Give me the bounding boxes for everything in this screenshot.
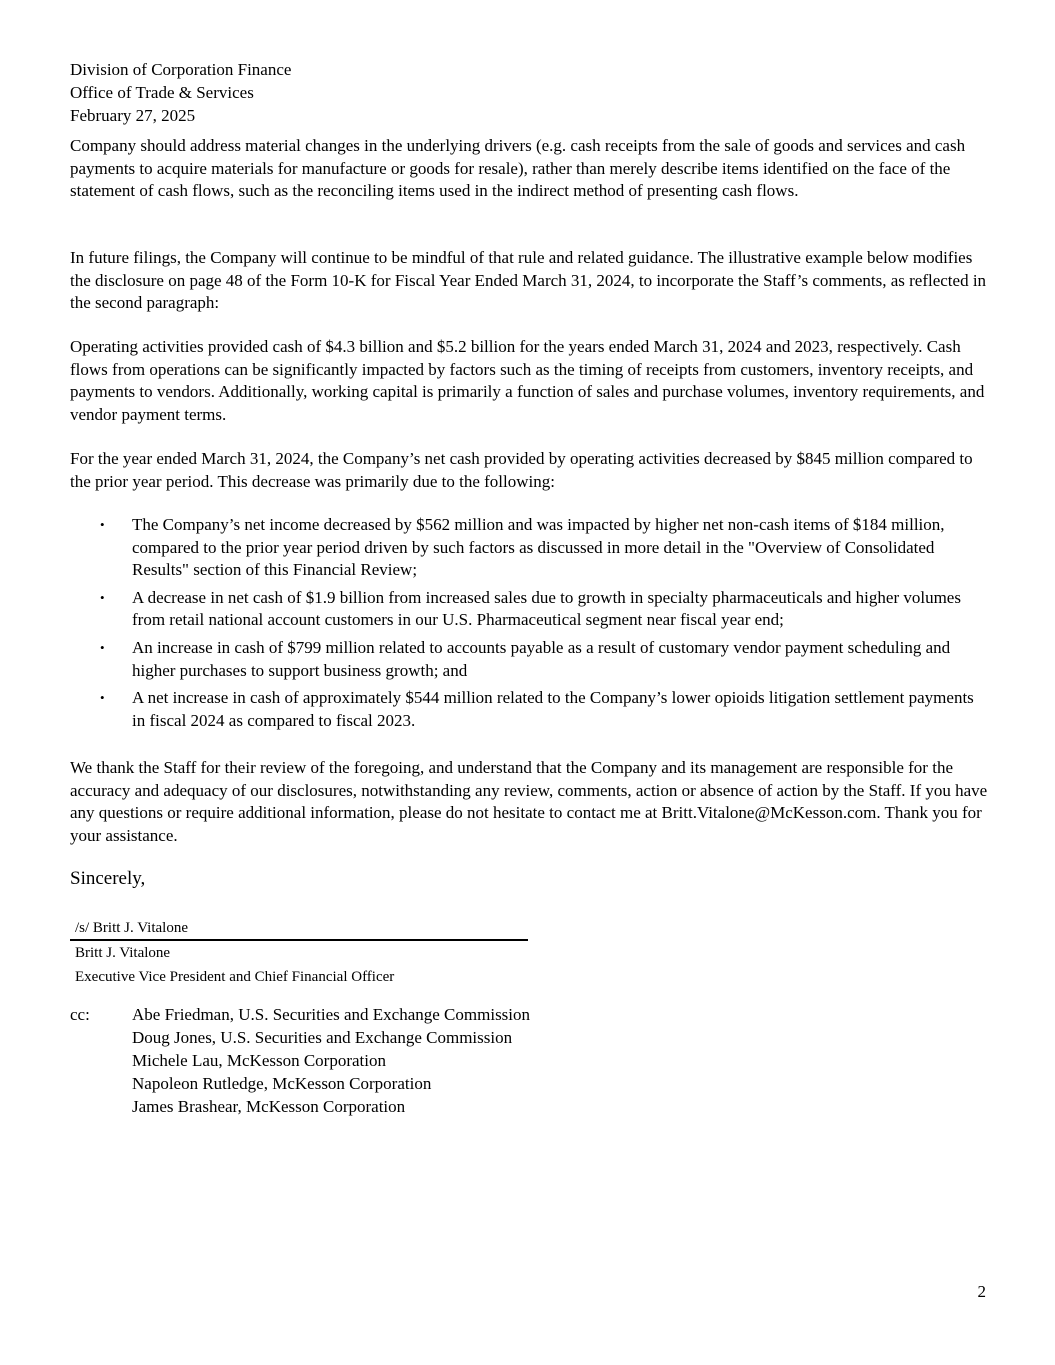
- cc-recipient: Michele Lau, McKesson Corporation: [132, 1051, 386, 1070]
- paragraph-future-filings: In future filings, the Company will continue to be mindful of that rule and related guidance. The illustrative example below modifies the disclosure on page 48 of the Form 10-K for Fiscal Year Ended March 31, 2024, to incorporate the Staff’s comments, as reflected in the second paragraph:: [70, 248, 987, 313]
- cc-label: cc:: [70, 1005, 90, 1024]
- bullet-icon: •: [100, 690, 105, 706]
- paragraph-year-ended: For the year ended March 31, 2024, the Company’s net cash provided by operating activities decreased by $845 million compared to the prior year period. This decrease was primarily due to the following:: [70, 449, 973, 491]
- list-item-text: A net increase in cash of approximately $544 million related to the Company’s lower opioids litigation settlement payments in fiscal 2024 as compared to fiscal 2023.: [132, 688, 974, 730]
- header-division: Division of Corporation Finance: [70, 60, 292, 79]
- decrease-factors-list: [70, 514, 990, 737]
- bullet-icon: •: [100, 639, 105, 655]
- list-item: [70, 514, 990, 582]
- cc-recipient: Abe Friedman, U.S. Securities and Exchange Commission: [132, 1005, 531, 1024]
- list-item: [70, 687, 990, 732]
- cc-recipient: Napoleon Rutledge, McKesson Corporation: [132, 1074, 432, 1093]
- letter-header: [70, 58, 291, 127]
- closing-salutation: Sincerely,: [70, 868, 146, 889]
- signer-name: Britt J. Vitalone: [75, 945, 171, 961]
- bullet-icon: •: [100, 517, 105, 532]
- list-item: [70, 587, 990, 632]
- signature: /s/ Britt J. Vitalone: [70, 918, 528, 941]
- paragraph-drivers: Company should address material changes in the underlying drivers (e.g. cash receipts from the sale of goods and services and cash payments to acquire materials for manufacture or goods for resale), rather than merely describe items identified on the face of the statement of cash flows, such as the reconciling items used in the indirect method of presenting cash flows.: [70, 136, 966, 201]
- header-date: February 27, 2025: [70, 106, 196, 125]
- paragraph-operating-activities: Operating activities provided cash of $4.3 billion and $5.2 billion for the years ended March 31, 2024 and 2023, respectively. Cash flows from operations can be significantly impacted by factors such as the timing of receipts from customers, inventory receipts, and payments to vendors. Additionally, working capital is primarily a function of sales and purchase volumes, inventory requirements, and vendor payment terms.: [70, 337, 985, 424]
- signer-title: Executive Vice President and Chief Financial Officer: [75, 969, 395, 985]
- list-item: [70, 637, 990, 682]
- signature-block: [70, 918, 528, 989]
- cc-recipient: James Brashear, McKesson Corporation: [132, 1097, 406, 1116]
- list-item-text: A decrease in net cash of $1.9 billion from increased sales due to growth in specialty pharmaceuticals and higher volumes from retail national account customers in our U.S. Pharmaceutical segment near fiscal year end;: [132, 587, 961, 630]
- paragraph-thanks: We thank the Staff for their review of the foregoing, and understand that the Company and its management are responsible for the accuracy and adequacy of our disclosures, notwithstanding any review, comments, action or absence of action by the Staff. If you have any questions or require additional information, please do not hesitate to contact me at Britt.Vitalone@McKesson.com. Thank you for your assistance.: [70, 758, 988, 845]
- cc-recipient-list: [132, 1003, 530, 1118]
- list-item-text: An increase in cash of $799 million related to accounts payable as a result of customary vendor payment scheduling and higher purchases to support business growth; and: [132, 637, 951, 680]
- list-item-text: The Company’s net income decreased by $562 million and was impacted by higher net non-cash items of $184 million, compared to the prior year period driven by such factors as discussed in more detail in the "Overview of Consolidated Results" section of this Financial Review;: [132, 515, 945, 580]
- cc-recipient: Doug Jones, U.S. Securities and Exchange Commission: [132, 1028, 513, 1047]
- page-number: 2: [977, 1282, 986, 1301]
- bullet-icon: •: [100, 589, 105, 605]
- header-office: Office of Trade & Services: [70, 83, 254, 102]
